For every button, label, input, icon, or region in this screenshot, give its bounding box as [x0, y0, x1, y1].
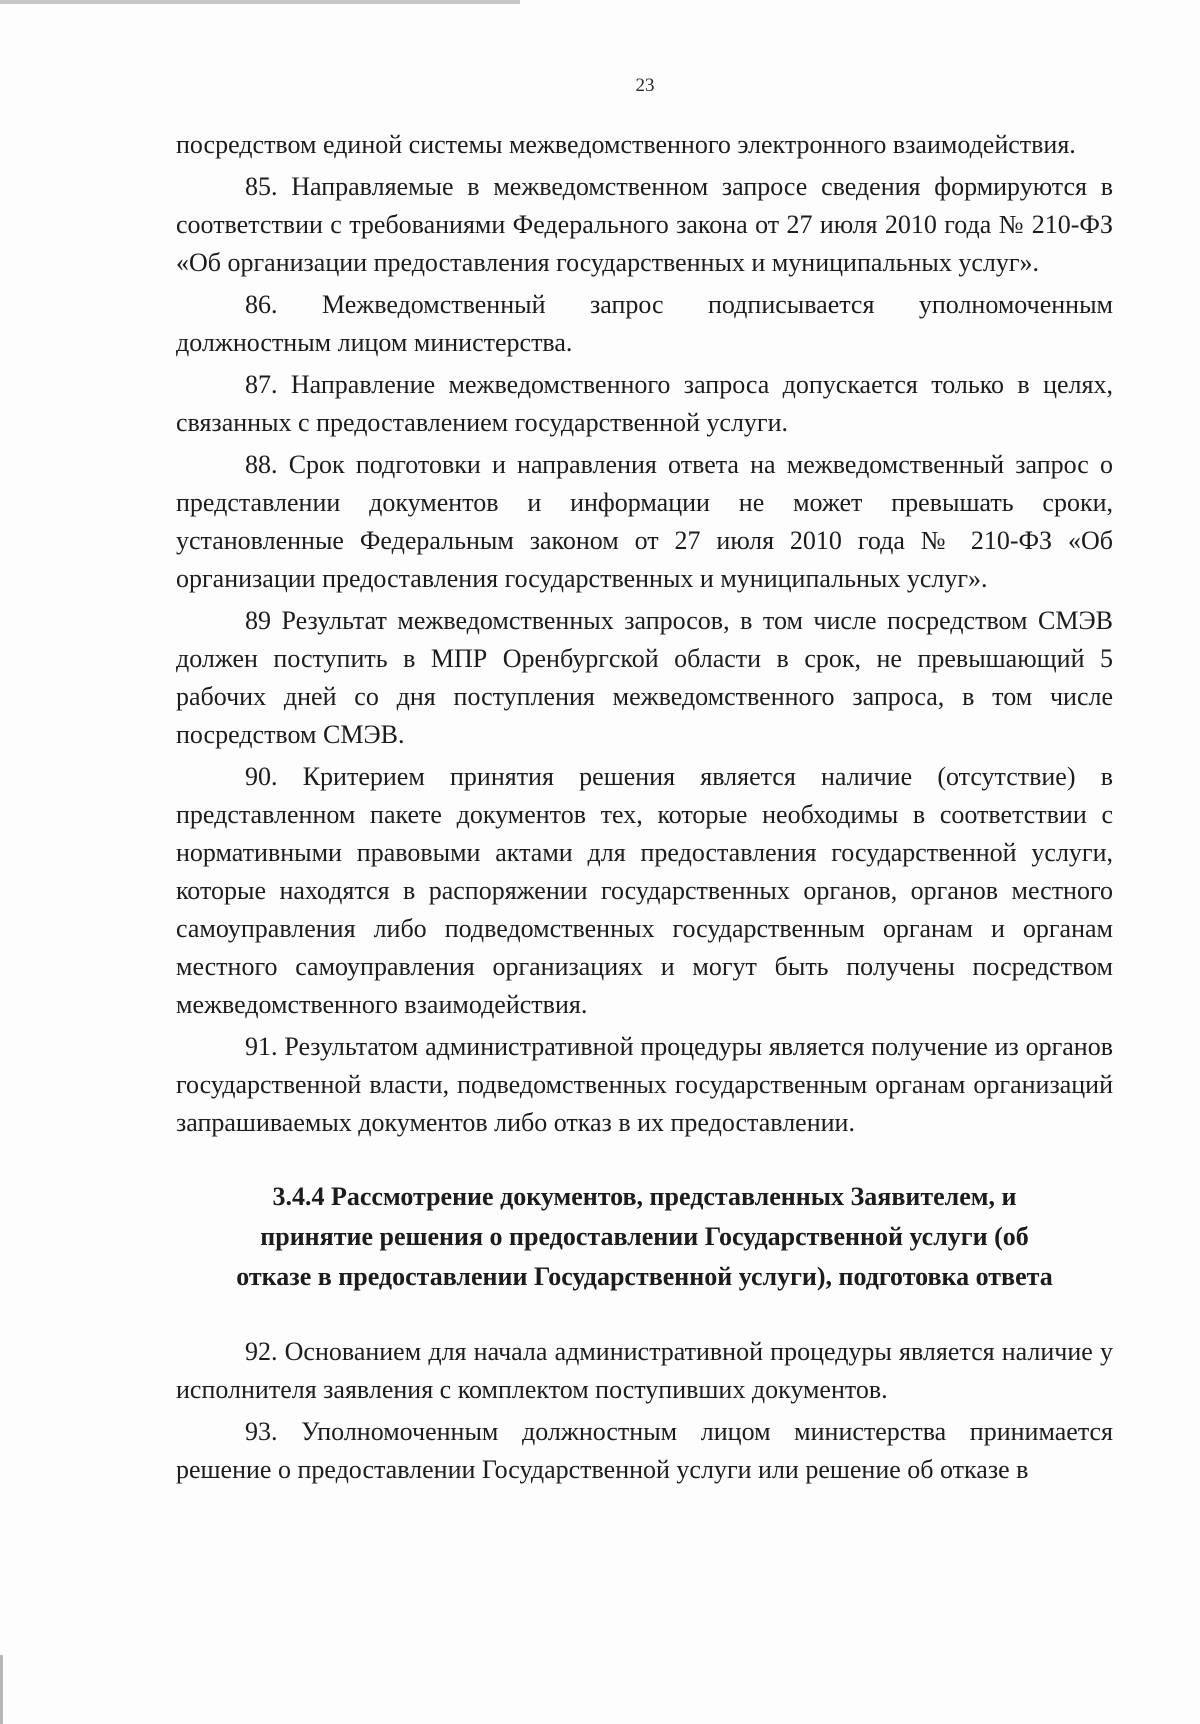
paragraph: 88. Срок подготовки и направления ответа на межведомственный запрос о представлении документов и информации не может превышать сроки, установленные Федеральным законом от 27 июля 2010 года № 210-ФЗ «Об организации предоставления государственных и муниципальных услуг».: [176, 450, 1113, 593]
scan-edge-left: [0, 1655, 3, 1724]
paragraph: 92. Основанием для начала административной процедуры является наличие у исполнителя заявления с комплектом поступивших документов.: [176, 1337, 1113, 1404]
paragraph: 85. Направляемые в межведомственном запросе сведения формируются в соответствии с требованиями Федерального закона от 27 июля 2010 года № 210-ФЗ «Об организации предоставления государственных и муниципальных услуг».: [176, 172, 1113, 277]
paragraph: 87. Направление межведомственного запроса допускается только в целях, связанных с предоставлением государственной услуги.: [176, 370, 1113, 437]
document-body: [176, 126, 1113, 1493]
paragraph: посредством единой системы межведомственного электронного взаимодействия.: [176, 130, 1076, 159]
paragraph: 93. Уполномоченным должностным лицом министерства принимается решение о предоставлении Государственной услуги или решение об отказе в: [176, 1417, 1113, 1484]
section-heading: [176, 1177, 1113, 1297]
page-number: 23: [635, 75, 655, 96]
paragraph: 89 Результат межведомственных запросов, в том числе посредством СМЭВ должен поступить в МПР Оренбургской области в срок, не превышающий 5 рабочих дней со дня поступления межведомственного запроса, в том числе посредством СМЭВ.: [176, 606, 1113, 749]
paragraphs-before-heading: [176, 126, 1113, 1142]
paragraphs-after-heading: [176, 1333, 1113, 1489]
section-heading-line: отказе в предоставлении Государственной услуги), подготовка ответа: [236, 1262, 1053, 1291]
paragraph: 86. Межведомственный запрос подписывается уполномоченным должностным лицом министерства.: [176, 290, 1113, 357]
section-heading-line: 3.4.4 Рассмотрение документов, представленных Заявителем, и: [272, 1182, 1017, 1211]
paragraph: 90. Критерием принятия решения является наличие (отсутствие) в представленном пакете документов тех, которые необходимы в соответствии с нормативными правовыми актами для предоставления государственной услуги, которые находятся в распоряжении государственных органов, органов местного самоуправления либо подведомственных государственным органам и органам местного самоуправления организациях и могут быть получены посредством межведомственного взаимодействия.: [176, 762, 1113, 1019]
paragraph: 91. Результатом административной процедуры является получение из органов государственной власти, подведомственных государственным органам организаций запрашиваемых документов либо отказ в их предоставлении.: [176, 1032, 1113, 1137]
section-heading-line: принятие решения о предоставлении Государственной услуги (об: [260, 1222, 1029, 1251]
scan-edge-top: [0, 0, 520, 4]
